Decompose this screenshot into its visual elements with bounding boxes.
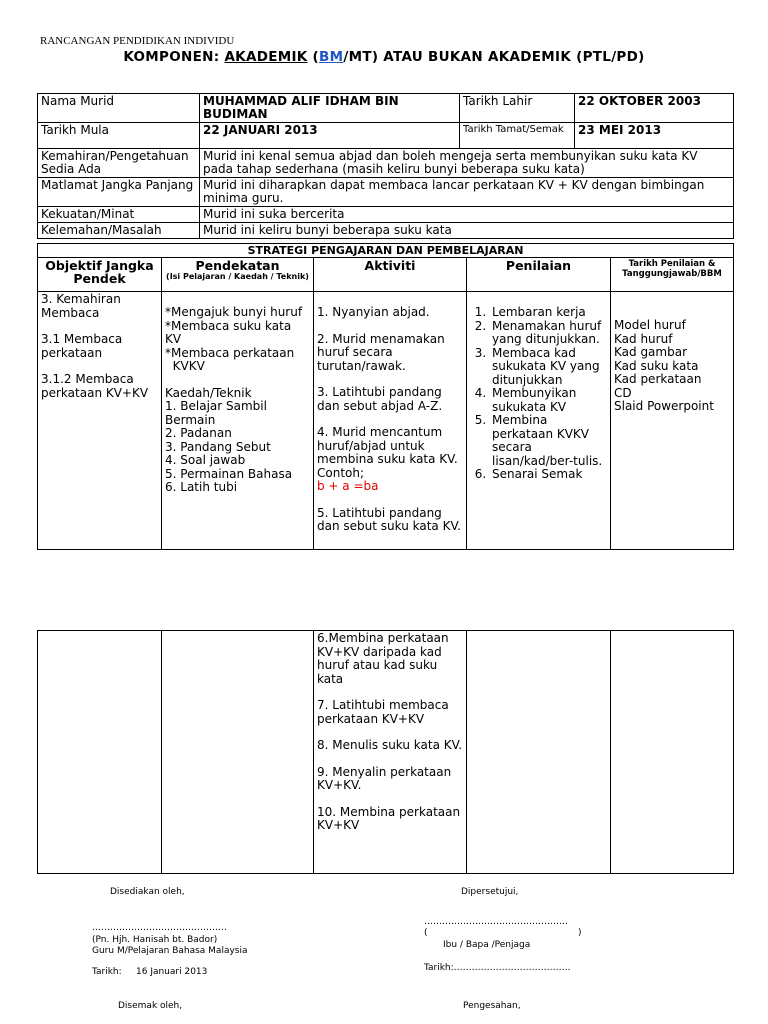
tarikh-left-label: Tarikh: [92, 967, 122, 977]
strategy-header-row [38, 258, 734, 292]
pengesahan-label: Pengesahan, [463, 1001, 521, 1011]
document-title: RANCANGAN PENDIDIKAN INDIVIDU [40, 35, 235, 47]
kekuatan-label: Kekuatan/Minat [38, 207, 200, 223]
objektif-cell [38, 292, 162, 550]
dipersetujui-label: Dipersetujui, [461, 887, 519, 897]
teacher-name: (Pn. Hjh. Hanisah bt. Bador) [92, 935, 218, 945]
komponen-paren: ( [307, 49, 320, 65]
aktiviti-item: 1. Nyanyian abjad. [317, 305, 430, 319]
row-kekuatan [38, 207, 734, 223]
penilaian-item: 5. Membina perkataan KVKV secara lisan/kad/ber-tulis. [490, 414, 607, 468]
col-pendekatan-sub: (Isi Pelajaran / Kaedah / Teknik) [166, 272, 309, 281]
pendekatan-item: KVKV [165, 359, 205, 373]
lahir-value: 22 OKTOBER 2003 [575, 94, 734, 123]
disemak-label: Disemak oleh, [118, 1001, 183, 1011]
matlamat-value: Murid ini diharapkan dapat membaca lancar perkataan KV + KV dengan bimbingan minima guru. [200, 178, 734, 207]
komponen-heading [0, 49, 768, 65]
bbm-item: Model huruf [614, 318, 686, 332]
penilaian-list [470, 306, 607, 482]
penilaian-item: 1. Lembaran kerja [490, 306, 607, 320]
aktiviti-cell [314, 292, 467, 550]
tarikh-left-value: 16 Januari 2013 [136, 967, 208, 977]
col-penilaian: Penilaian [467, 258, 611, 292]
cont-penilaian-cell [467, 631, 611, 874]
student-info-table [37, 93, 734, 239]
row-mula [38, 123, 734, 149]
disediakan-label: Disediakan oleh, [110, 887, 185, 897]
aktiviti-contoh: Contoh; [317, 465, 365, 480]
aktiviti-item: 4. Murid mencantum huruf/abjad untuk membina suku kata KV. [317, 425, 458, 466]
row-kemahiran [38, 149, 734, 178]
kaedah-item: 2. Padanan [165, 426, 232, 440]
mula-value: 22 JANUARI 2013 [200, 123, 460, 149]
kaedah-title: Kaedah/Teknik [165, 385, 252, 400]
cont-objektif-cell [38, 631, 162, 874]
mula-label: Tarikh Mula [38, 123, 200, 149]
cont-aktiviti-item: 9. Menyalin perkataan KV+KV. [317, 764, 452, 792]
objektif-item: 3.1 Membaca perkataan [41, 332, 123, 360]
tamat-label: Tarikh Tamat/Semak [460, 123, 575, 149]
cont-aktiviti-cell [314, 631, 467, 874]
bbm-item: Kad huruf [614, 331, 673, 346]
matlamat-label: Matlamat Jangka Panjang [38, 178, 200, 207]
row-kelemahan [38, 223, 734, 239]
kelemahan-value: Murid ini keliru bunyi beberapa suku kata [200, 223, 734, 239]
signature-line-right: ………………………………………… [424, 917, 568, 927]
lahir-label: Tarikh Lahir [460, 94, 575, 123]
aktiviti-item: 2. Murid menamakan huruf secara turutan/rawak. [317, 331, 445, 373]
nama-label: Nama Murid [38, 94, 200, 123]
pendekatan-item: *Membaca perkataan [165, 345, 295, 360]
nama-value: MUHAMMAD ALIF IDHAM BIN BUDIMAN [200, 94, 460, 123]
kaedah-item: 4. Soal jawab [165, 453, 246, 467]
komponen-suffix: /MT) ATAU BUKAN AKADEMIK (PTL/PD) [343, 49, 645, 65]
kemahiran-value: Murid ini kenal semua abjad dan boleh mengeja serta membunyikan suku kata KV pada tahap sederhana (masih keliru bunyi beberapa suku kata) [200, 149, 734, 178]
kelemahan-label: Kelemahan/Masalah [38, 223, 200, 239]
komponen-akademik: AKADEMIK [224, 49, 308, 65]
paren-open: ( [424, 928, 428, 938]
komponen-bm: BM [319, 49, 344, 65]
strategy-body-row [38, 292, 734, 550]
bbm-cell [611, 292, 734, 550]
pendekatan-item: *Membaca suku kata KV [165, 318, 292, 346]
bbm-item: Kad perkataan [614, 372, 702, 386]
strategy-title: STRATEGI PENGAJARAN DAN PEMBELAJARAN [38, 244, 734, 258]
kekuatan-value: Murid ini suka bercerita [200, 207, 734, 223]
cont-aktiviti-item: 10. Membina perkataan KV+KV [317, 804, 461, 832]
teacher-role: Guru M/Pelajaran Bahasa Malaysia [92, 946, 248, 956]
bbm-item: Kad suku kata [614, 358, 699, 373]
kemahiran-label: Kemahiran/Pengetahuan Sedia Ada [38, 149, 200, 178]
col-pendekatan-label: Pendekatan [195, 258, 280, 273]
pendekatan-cell [162, 292, 314, 550]
col-objektif: Objektif Jangka Pendek [38, 258, 162, 292]
objektif-item: 3.1.2 Membaca perkataan KV+KV [41, 372, 149, 400]
parent-role: Ibu / Bapa /Penjaga [443, 940, 531, 950]
row-nama [38, 94, 734, 123]
aktiviti-item: 5. Latihtubi pandang dan sebut suku kata KV. [317, 505, 461, 533]
row-matlamat [38, 178, 734, 207]
kaedah-item: 3. Pandang Sebut [165, 439, 271, 454]
bbm-item: Slaid Powerpoint [614, 399, 714, 413]
signature-line-left: ……………………………………… [92, 923, 227, 933]
col-aktiviti: Aktiviti [314, 258, 467, 292]
cont-aktiviti-item: 6.Membina perkataan KV+KV daripada kad huruf atau kad suku kata [317, 631, 449, 686]
penilaian-item: 6. Senarai Semak [490, 468, 607, 482]
penilaian-item: 2. Menamakan huruf yang ditunjukkan. [490, 320, 607, 347]
pendekatan-item: *Mengajuk bunyi huruf [165, 305, 303, 319]
penilaian-cell [467, 292, 611, 550]
kaedah-item: 6. Latih tubi [165, 480, 238, 494]
cont-aktiviti-item: 8. Menulis suku kata KV. [317, 738, 463, 752]
tamat-value: 23 MEI 2013 [575, 123, 734, 149]
col-tarikh-bbm: Tarikh Penilaian & Tanggungjawab/BBM [611, 258, 734, 292]
kaedah-item: 5. Permainan Bahasa [165, 466, 293, 481]
aktiviti-example: b + a =ba [317, 479, 379, 493]
penilaian-item: 4. Membunyikan sukukata KV [490, 387, 607, 414]
col-pendekatan [162, 258, 314, 292]
paren-close: ) [578, 928, 582, 938]
continuation-row [38, 631, 734, 874]
cont-pendekatan-cell [162, 631, 314, 874]
cont-aktiviti-item: 7. Latihtubi membaca perkataan KV+KV [317, 698, 449, 726]
objektif-item: 3. Kemahiran Membaca [41, 292, 121, 320]
cont-bbm-cell [611, 631, 734, 874]
strategy-title-row [38, 244, 734, 258]
continuation-table [37, 630, 734, 874]
komponen-prefix: KOMPONEN: [123, 49, 225, 65]
strategy-table [37, 243, 734, 550]
bbm-item: Kad gambar [614, 345, 688, 359]
penilaian-item: 3. Membaca kad sukukata KV yang ditunjukkan [490, 347, 607, 388]
bbm-item: CD [614, 385, 632, 400]
aktiviti-item: 3. Latihtubi pandang dan sebut abjad A-Z. [317, 385, 443, 413]
kaedah-item: 1. Belajar Sambil Bermain [165, 399, 267, 427]
tarikh-right: Tarikh:………………………………… [424, 963, 571, 973]
